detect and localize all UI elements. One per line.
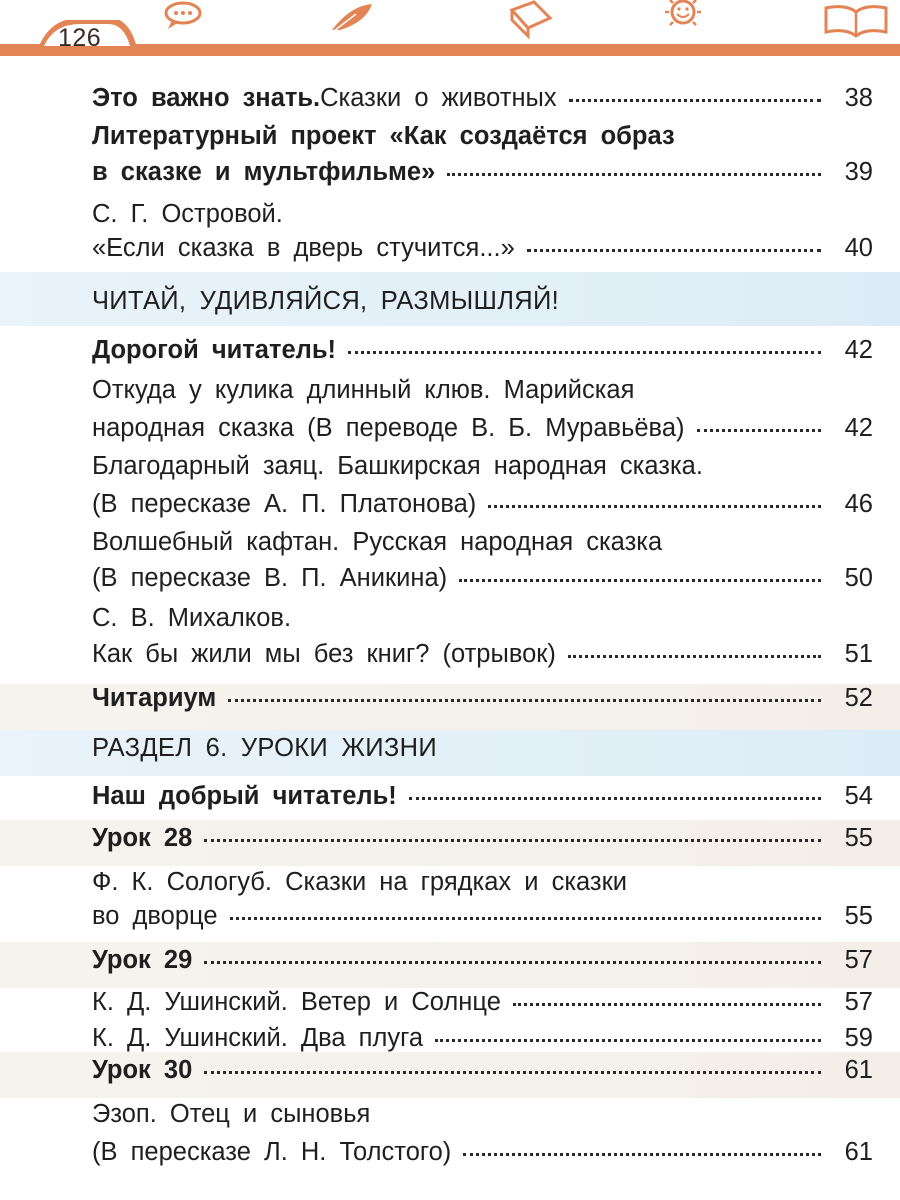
dot-leader: [204, 961, 821, 964]
toc-entry: [92, 450, 873, 482]
toc-entry-title: (В пересказе А. П. Платонова): [92, 490, 477, 518]
dot-leader: [463, 1153, 821, 1156]
toc-page-number: 40: [844, 234, 873, 262]
toc-page-number: 51: [844, 640, 873, 668]
toc-entry: [92, 822, 873, 854]
dot-leader: [568, 655, 821, 658]
dot-leader: [435, 1039, 821, 1042]
toc-page-number: 61: [844, 1056, 873, 1084]
toc-entry-title: Сказки о животных: [320, 84, 557, 112]
section-title: ЧИТАЙ, УДИВЛЯЙСЯ, РАЗМЫШЛЯЙ!: [92, 287, 559, 315]
toc-entry: [92, 82, 873, 114]
toc-page-number: 39: [844, 158, 873, 186]
toc-entry-title: Эзоп. Отец и сыновья: [92, 1100, 371, 1128]
toc-entry-title: К. Д. Ушинский. Два плуга: [92, 1024, 424, 1052]
toc-entry: [92, 1098, 873, 1130]
toc-page-number: 42: [844, 414, 873, 442]
toc-entry: [92, 232, 873, 264]
dot-leader: [228, 699, 821, 702]
dot-leader: [447, 173, 821, 176]
toc-page-number: 55: [844, 902, 873, 930]
page-number: 126: [58, 24, 102, 52]
toc-entry: [92, 562, 873, 594]
toc-entry: [92, 1136, 873, 1168]
toc-entry: [92, 986, 873, 1018]
toc-page-number: 57: [844, 988, 873, 1016]
toc-entry: [92, 488, 873, 520]
toc-entry: [92, 412, 873, 444]
dot-leader: [513, 1003, 821, 1006]
dot-leader: [488, 505, 821, 508]
toc-entry: [92, 682, 873, 714]
toc-entry: [92, 334, 873, 366]
toc-entry: [92, 120, 873, 152]
toc-page-number: 54: [844, 782, 873, 810]
toc-entry-title: Литературный проект «Как создаётся образ: [92, 122, 675, 150]
toc-entry: [92, 156, 873, 188]
toc-entry-title: Ф. К. Сологуб. Сказки на грядках и сказки: [92, 868, 628, 896]
toc-page-number: 57: [844, 946, 873, 974]
toc-entry: [92, 1022, 873, 1054]
toc-page-number: 50: [844, 564, 873, 592]
toc-entry-title: в сказке и мультфильме»: [92, 158, 436, 186]
toc-entry: [92, 900, 873, 932]
toc-page-number: 59: [844, 1024, 873, 1052]
toc-entry-title: С. Г. Островой.: [92, 200, 283, 228]
dot-leader: [527, 249, 821, 252]
toc-entry: [92, 780, 873, 812]
dot-leader: [459, 579, 821, 582]
toc-entry-title: Урок 28: [92, 824, 193, 852]
toc-page-number: 52: [844, 684, 873, 712]
toc-entry-title: К. Д. Ушинский. Ветер и Солнце: [92, 988, 501, 1016]
toc-page-number: 46: [844, 490, 873, 518]
toc-page-number: 42: [844, 336, 873, 364]
toc-entry-title: Урок 29: [92, 946, 193, 974]
toc-entry-title: Урок 30: [92, 1056, 193, 1084]
toc-entry: [92, 374, 873, 406]
toc-entry-title: С. В. Михалков.: [92, 604, 292, 632]
dot-leader: [348, 351, 821, 354]
toc-entry: [92, 602, 873, 634]
dot-leader: [697, 429, 822, 432]
toc-entry-title: Читариум: [92, 684, 217, 712]
toc-entry-title: Волшебный кафтан. Русская народная сказка: [92, 528, 663, 556]
toc-entry-title: Как бы жили мы без книг? (отрывок): [92, 640, 556, 668]
toc-entry-title: во дворце: [92, 902, 218, 930]
toc-entry-title: «Если сказка в дверь стучится...»: [92, 234, 515, 262]
toc-entry-title: Благодарный заяц. Башкирская народная сказка.: [92, 452, 703, 480]
toc-entry-title: Наш добрый читатель!: [92, 782, 397, 810]
section-title: РАЗДЕЛ 6. УРОКИ ЖИЗНИ: [92, 734, 437, 762]
dot-leader: [204, 1071, 821, 1074]
toc-entry-title: (В пересказе Л. Н. Толстого): [92, 1138, 452, 1166]
toc-entry-title: Это важно знать.: [92, 84, 321, 112]
toc-entry: [92, 866, 873, 898]
dot-leader: [230, 917, 821, 920]
toc-page-number: 55: [844, 824, 873, 852]
toc-entry: [92, 198, 873, 230]
toc-entry: [92, 944, 873, 976]
dot-leader: [409, 797, 821, 800]
toc-entry: [92, 1054, 873, 1086]
toc-entry: [92, 638, 873, 670]
toc-page-number: 61: [844, 1138, 873, 1166]
toc-page-number: 38: [844, 84, 873, 112]
toc-entry-title: народная сказка (В переводе В. Б. Муравьёва): [92, 414, 685, 442]
toc-entry-title: (В пересказе В. П. Аникина): [92, 564, 448, 592]
toc-entry-title: Откуда у кулика длинный клюв. Марийская: [92, 376, 635, 404]
dot-leader: [569, 99, 821, 102]
toc-entry: [92, 526, 873, 558]
dot-leader: [204, 839, 821, 842]
toc-entry-title: Дорогой читатель!: [92, 336, 337, 364]
